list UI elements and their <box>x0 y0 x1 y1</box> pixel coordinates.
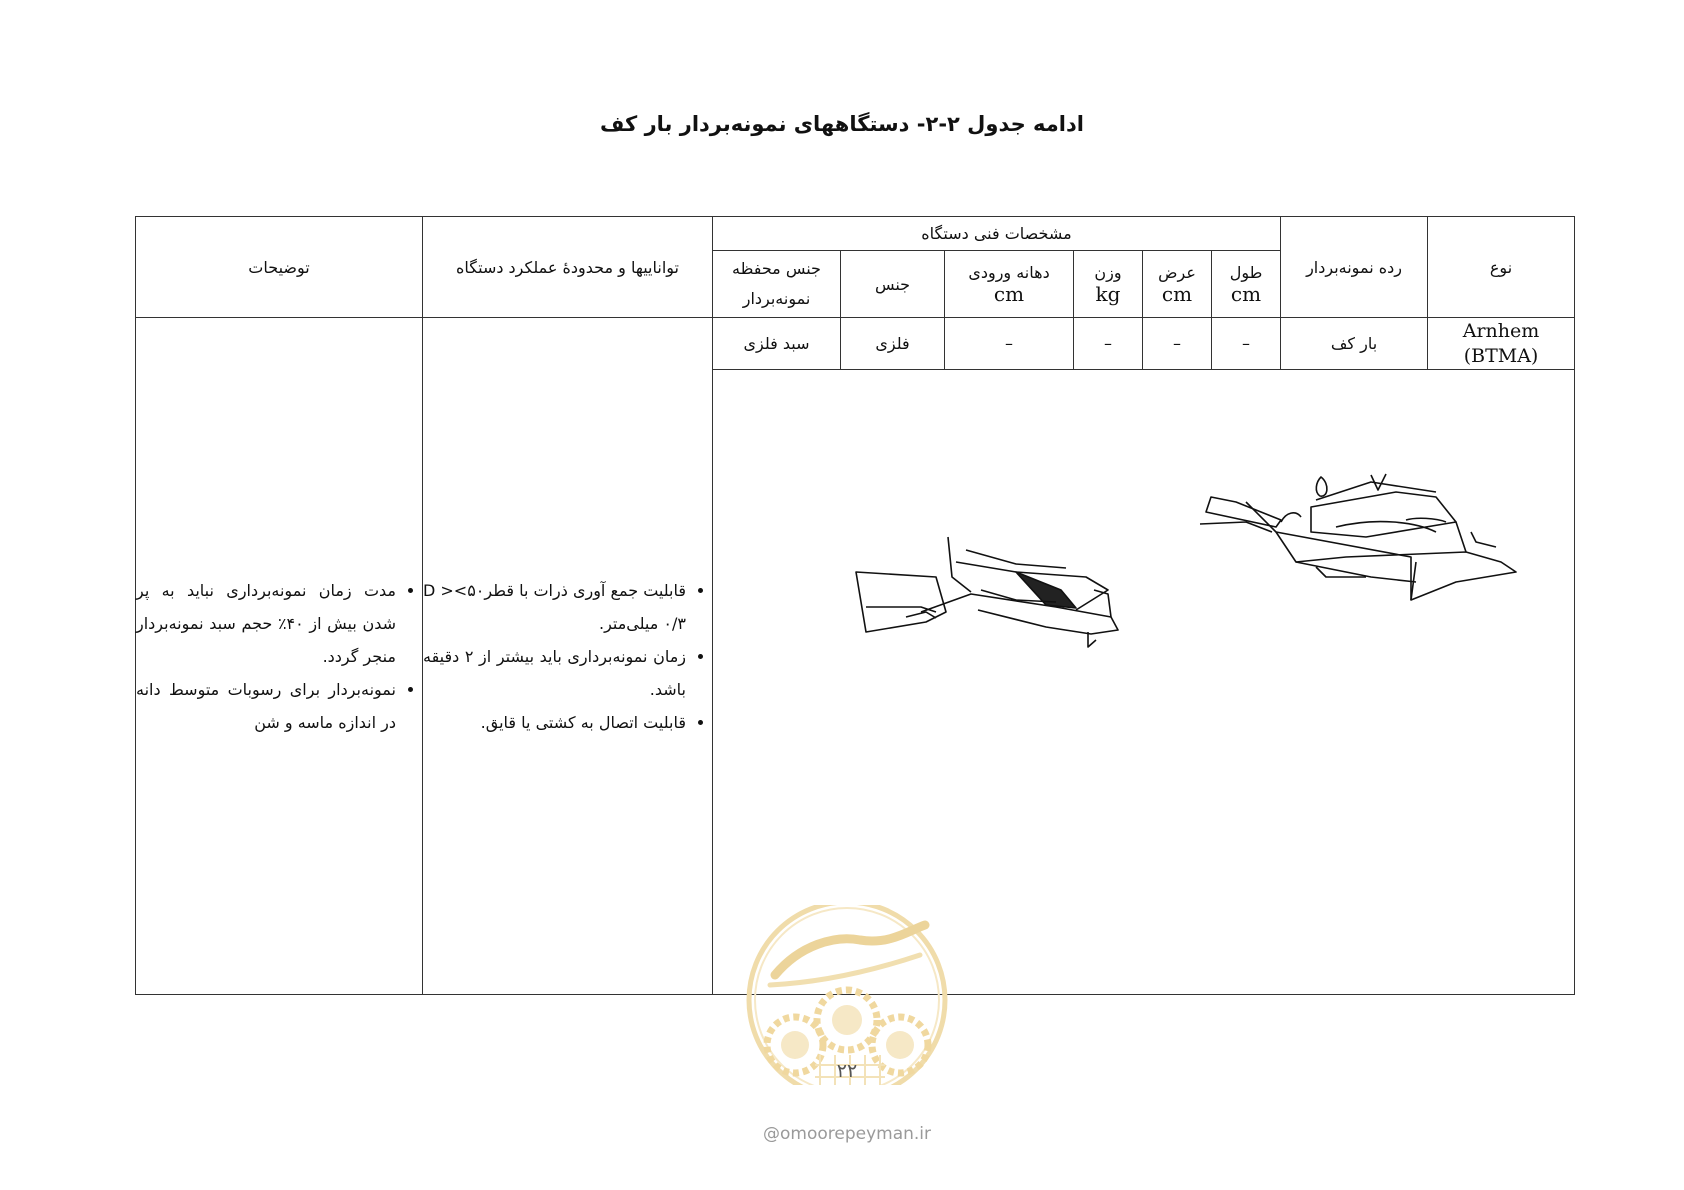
capabilities-list <box>423 574 712 739</box>
cell-notes <box>136 318 423 995</box>
header-length <box>1212 251 1281 318</box>
header-type: نوع <box>1428 217 1575 318</box>
header-container-material: جنس محفظه نمونه‌بردار <box>713 251 841 318</box>
header-inlet <box>945 251 1074 318</box>
notes-list <box>136 574 422 739</box>
header-notes: توضیحات <box>136 217 423 318</box>
header-material: جنس <box>841 251 945 318</box>
cell-length: – <box>1212 318 1281 370</box>
cell-type-line1: Arnhem <box>1462 319 1540 342</box>
cell-capabilities <box>423 318 713 995</box>
header-width <box>1143 251 1212 318</box>
omoorepeyman-watermark-logo <box>740 905 955 1085</box>
header-tech-specs: مشخصات فنی دستگاه <box>713 217 1281 251</box>
cell-width: – <box>1143 318 1212 370</box>
page-number: ۲۲ <box>836 1060 858 1082</box>
cell-type-line2: (BTMA) <box>1463 344 1539 367</box>
site-url: @omoorepeyman.ir <box>762 1124 932 1144</box>
sampler-drawings <box>716 372 1574 992</box>
arnhem-sampler-side-view <box>856 537 1118 647</box>
header-length-unit: cm <box>1230 281 1262 306</box>
header-weight-unit: kg <box>1095 281 1121 306</box>
cell-material: فلزی <box>841 318 945 370</box>
list-item: • نمونه‌بردار برای رسوبات متوسط دانه در اندازه ماسه و شن <box>136 673 396 739</box>
header-weight-label: وزن <box>1094 262 1122 282</box>
sampler-spec-table <box>135 216 1575 995</box>
page-title: ادامه جدول ۲-۲- دستگاههای نمونه‌بردار بار کف <box>600 112 1084 136</box>
header-weight <box>1074 251 1143 318</box>
drawing-cell <box>713 370 1575 995</box>
list-item: • قابلیت اتصال به کشتی یا قایق. <box>423 706 686 739</box>
cell-sampler-class: بار کف <box>1281 318 1428 370</box>
cell-type <box>1428 318 1575 370</box>
header-sampler-class: رده نمونه‌بردار <box>1281 217 1428 318</box>
list-item: • زمان نمونه‌برداری باید بیشتر از ۲ دقیقه باشد. <box>423 640 686 706</box>
header-inlet-unit: cm <box>993 281 1025 306</box>
header-width-label: عرض <box>1158 262 1196 282</box>
header-width-unit: cm <box>1161 281 1193 306</box>
cell-container-material: سبد فلزی <box>713 318 841 370</box>
arnhem-sampler-perspective-view <box>1200 474 1516 600</box>
header-inlet-label: دهانه ورودی <box>968 262 1050 282</box>
list-item: • مدت زمان نمونه‌برداری نباید به پر شدن بیش از ۴۰٪ حجم سبد نمونه‌بردار منجر گردد. <box>136 574 396 673</box>
header-length-label: طول <box>1229 262 1263 282</box>
cell-weight: – <box>1074 318 1143 370</box>
header-capabilities: تواناییها و محدودهٔ عملکرد دستگاه <box>423 217 713 318</box>
list-item: • قابلیت جمع آوری ذرات با قطر۵۰>D > ۰/۳ میلی‌متر. <box>423 574 686 640</box>
cell-inlet: – <box>945 318 1074 370</box>
